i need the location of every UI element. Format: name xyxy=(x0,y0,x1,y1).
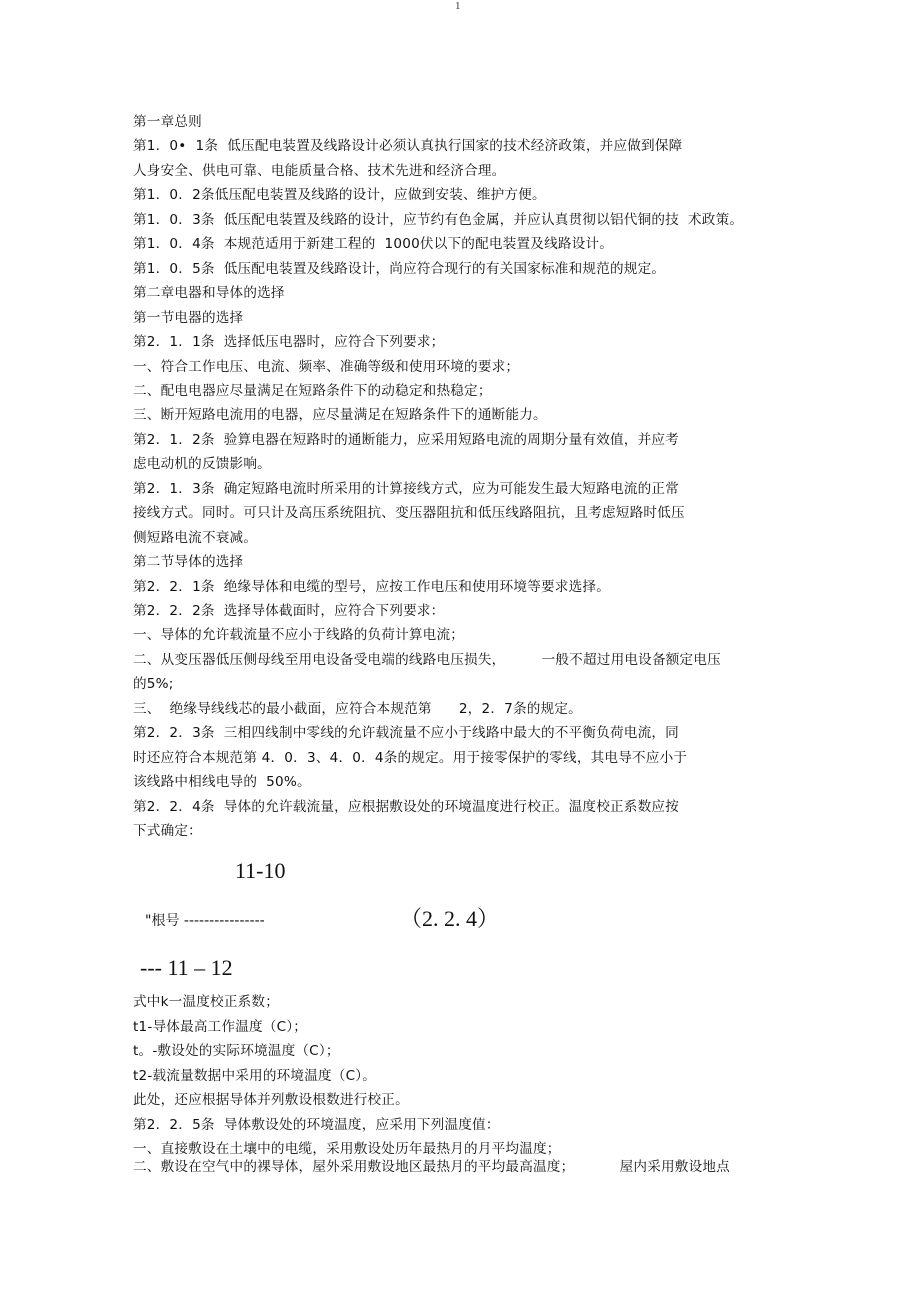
text-line: 第1．0• 1条 低压配电装置及线路设计必须认真执行国家的技术经济政策，并应做到保障 xyxy=(133,138,683,155)
text-line: t。-敷设处的实际环境温度（C）； xyxy=(133,1043,340,1059)
text-line: 第2．2．5条 导体敷设处的环境温度，应采用下列温度值： xyxy=(133,1117,500,1133)
text-line: 第一章总则 xyxy=(133,114,202,130)
text-line: 的5%; xyxy=(133,676,174,693)
text-line: 一、符合工作电压、电流、频率、准确等级和使用环境的要求； xyxy=(133,358,520,375)
text-line: 时还应符合本规范第 4．0．3、4．0．4条的规定。用于接零保护的零线，其电导不应小于 xyxy=(133,749,688,766)
text-line: 第2．1．1条 选择低压电器时，应符合下列要求； xyxy=(133,334,445,351)
text-line: 第1．0．4条 本规范适用于新建工程的 1000伏以下的配电装置及线路设计。 xyxy=(133,236,614,253)
text-line: 第2．2．3条 三相四线制中零线的允许载流量不应小于线路中最大的不平衡负荷电流，同 xyxy=(133,725,679,742)
page-number: 1 xyxy=(455,0,461,12)
text-line: 第2．1．3条 确定短路电流时所采用的计算接线方式，应为可能发生最大短路电流的正常 xyxy=(133,480,679,497)
text-line: 第1．0．5条 低压配电装置及线路设计，尚应符合现行的有关国家标准和规范的规定。 xyxy=(133,260,666,277)
text-line: 三、断开短路电流用的电器，应尽量满足在短路条件下的通断能力。 xyxy=(133,407,547,424)
text-line: 人身安全、供电可靠、电能质量合格、技术先进和经济合理。 xyxy=(133,162,506,179)
text-line: 一、导体的允许载流量不应小于线路的负荷计算电流； xyxy=(133,627,465,644)
text-line: 此处，还应根据导体并列敷设根数进行校正。 xyxy=(133,1092,409,1108)
text-line: 一、直接敷设在土壤中的电缆，采用敷设处历年最热月的月平均温度； xyxy=(133,1141,561,1157)
text-line: 下式确定： xyxy=(133,823,202,840)
text-line: 第1．0．3条 低压配电装置及线路的设计，应节约有色金属，并应认真贯彻以铝代铜的技 术政策。 xyxy=(133,211,744,228)
text-line: 接线方式。同时。可只计及高压系统阻抗、变压器阻抗和低压线路阻抗，且考虑短路时低压 xyxy=(133,505,685,522)
text-line: 第1．0．2条低压配电装置及线路的设计，应做到安装、维护方便。 xyxy=(133,187,546,204)
text-line: 式中k一温度校正系数； xyxy=(133,994,280,1010)
text-line: 虑电动机的反馈影响。 xyxy=(133,456,271,473)
text-line: 第2．2．1条 绝缘导体和电缆的型号，应按工作电压和使用环境等要求选择。 xyxy=(133,578,610,595)
text-line: 该线路中相线电导的 50%。 xyxy=(133,774,311,791)
formula-denominator: --- 11 – 12 xyxy=(140,955,233,980)
text-line: 第二节导体的选择 xyxy=(133,554,244,571)
text-line: 侧短路电流不衰减。 xyxy=(133,529,258,546)
formula-lhs: "根号 ---------------- xyxy=(145,913,265,929)
formula-numerator: 11-10 xyxy=(235,858,286,883)
text-line: 三、 绝缘导线线芯的最小截面，应符合本规范第 2，2．7条的规定。 xyxy=(133,700,582,717)
text-line: 二、敷设在空气中的裸导体，屋外采用敷设地区最热月的平均最高温度； 屋内采用敷设地点 xyxy=(133,1159,730,1175)
text-line: 二、从变压器低压侧母线至用电设备受电端的线路电压损失， 一般不超过用电设备额定电压 xyxy=(133,651,721,668)
text-line: 二、配电电器应尽量满足在短路条件下的动稳定和热稳定； xyxy=(133,382,492,399)
formula-equation-number: （2. 2. 4） xyxy=(400,906,500,931)
text-line: 第一节电器的选择 xyxy=(133,309,244,326)
text-line: 第2．2．4条 导体的允许载流量，应根据敷设处的环境温度进行校正。温度校正系数应按 xyxy=(133,798,679,815)
text-line: 第2．2．2条 选择导体截面时，应符合下列要求： xyxy=(133,603,445,619)
text-line: t1-导体最高工作温度（C）； xyxy=(133,1019,308,1035)
text-line: 第二章电器和导体的选择 xyxy=(133,285,285,302)
text-line: t2-载流量数据中采用的环境温度（C）。 xyxy=(133,1068,377,1084)
text-line: 第2．1．2条 验算电器在短路时的通断能力，应采用短路电流的周期分量有效值，并应考 xyxy=(133,431,679,448)
